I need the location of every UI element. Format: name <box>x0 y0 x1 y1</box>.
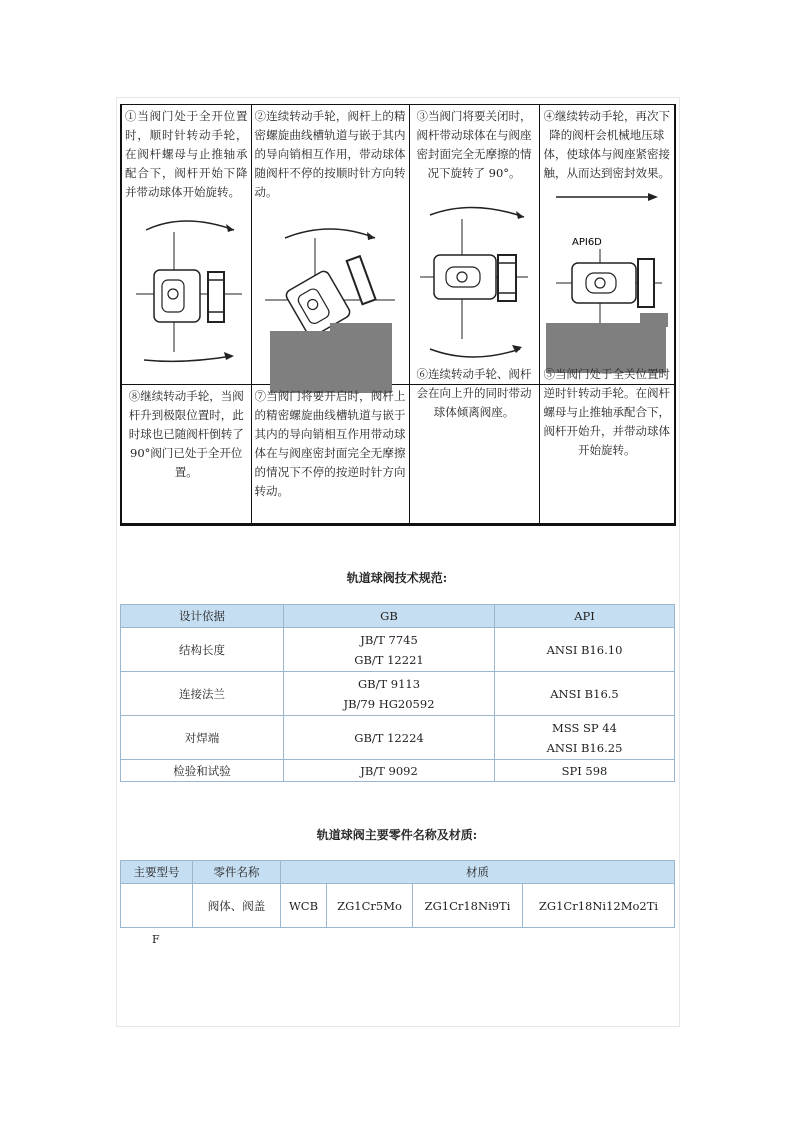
parts-table <box>120 860 675 928</box>
spec-gb-value: JB/T 7745 <box>360 632 418 647</box>
material-value: ZG1Cr5Mo <box>327 884 413 928</box>
spec-gb-value: GB/T 12224 <box>284 716 495 760</box>
spec-header-gb: GB <box>284 605 495 628</box>
table-row <box>121 716 675 760</box>
step-cell-8 <box>121 385 251 525</box>
step-7-text: ⑦当阀门将要开启时，阀杆上的精密螺旋曲线槽轨道与嵌于其内的导向销相互作用带动球体在与阀座密封面完全无摩擦的情况下不停的按逆时针方向转动。 <box>254 389 406 498</box>
spec-header-basis: 设计依据 <box>121 605 284 628</box>
redacted-block-top <box>330 323 392 333</box>
footnote-mark: F <box>152 933 160 946</box>
table-row <box>121 672 675 716</box>
spec-gb-value: JB/79 HG20592 <box>343 696 435 711</box>
table-row <box>121 760 675 782</box>
spec-api-value: ANSI B16.10 <box>495 628 675 672</box>
step-4-text: ④继续转动手轮，再次下降的阀杆会机械地压球体，使球体与阀座紧密接触，从而达到密封效果。 <box>543 109 670 180</box>
step-5-text: ⑤当阀门处于全关位置时逆时针转动手轮。在阀杆螺母与止推轴承配合下，阀杆开始升，并带动球体开始旋转。 <box>543 367 670 457</box>
step-8-text: ⑧继续转动手轮，当阀杆升到极限位置时，此时球也已随阀杆倒转了 90°阀门已处于全开位置。 <box>128 389 244 479</box>
spec-gb-value: GB/T 9113 <box>357 676 421 691</box>
step-cell-1 <box>121 105 251 385</box>
parts-header-model: 主要型号 <box>121 861 193 884</box>
valve-diagram-closing <box>412 199 536 379</box>
material-value: WCB <box>281 884 327 928</box>
step-2-text: ②连续转动手轮，阀杆上的精密螺旋曲线槽轨道与嵌于其内的导向销相互作用，带动球体随阀杆不停的按顺时针方向转动。 <box>254 109 406 199</box>
spec-api-value: ANSI B16.25 <box>546 740 623 755</box>
step-cell-3 <box>409 105 539 385</box>
spec-gb-value: JB/T 9092 <box>284 760 495 782</box>
spec-table <box>120 604 675 782</box>
operation-steps-table <box>120 104 676 526</box>
step-cell-7 <box>251 385 409 525</box>
material-value: ZG1Cr18Ni12Mo2Ti <box>523 884 675 928</box>
step-3-text: ③当阀门将要关闭时，阀杆带动球体在与阀座密封面完全无摩擦的情况下旋转了 90°。 <box>416 109 532 180</box>
spec-row-name: 对焊端 <box>121 716 284 760</box>
parts-model-cell <box>121 884 193 928</box>
api6d-label: API6D <box>571 237 602 248</box>
spec-row-name: 检验和试验 <box>121 760 284 782</box>
parts-title: 轨道球阀主要零件名称及材质: <box>316 828 478 842</box>
step-cell-6 <box>409 367 539 525</box>
table-row <box>121 628 675 672</box>
step-cell-4 <box>539 105 675 385</box>
parts-header-material: 材质 <box>281 861 675 884</box>
step-cell-5 <box>539 367 675 525</box>
parts-part-name: 阀体、阀盖 <box>193 884 281 928</box>
spec-api-value: SPI 598 <box>495 760 675 782</box>
step-6-text: ⑥连续转动手轮、阀杆会在向上升的同时带动球体倾离阀座。 <box>416 367 532 419</box>
spec-api-value: MSS SP 44 <box>552 720 617 735</box>
parts-header-part: 零件名称 <box>193 861 281 884</box>
valve-diagram-open <box>124 212 248 372</box>
spec-row-name: 连接法兰 <box>121 672 284 716</box>
table-row <box>121 884 675 928</box>
spec-row-name: 结构长度 <box>121 628 284 672</box>
redacted-block-side <box>640 313 668 327</box>
material-value: ZG1Cr18Ni9Ti <box>413 884 523 928</box>
spec-gb-value: GB/T 12221 <box>354 652 424 667</box>
spec-header-api: API <box>495 605 675 628</box>
step-cell-2 <box>251 105 409 385</box>
spec-api-value: ANSI B16.5 <box>495 672 675 716</box>
step-1-text: ①当阀门处于全开位置时，顺时针转动手轮，在阀杆螺母与止推轴承配合下，阀杆开始下降并带动球体开始旋转。 <box>125 109 248 199</box>
spec-title: 轨道球阀技术规范: <box>346 571 448 585</box>
